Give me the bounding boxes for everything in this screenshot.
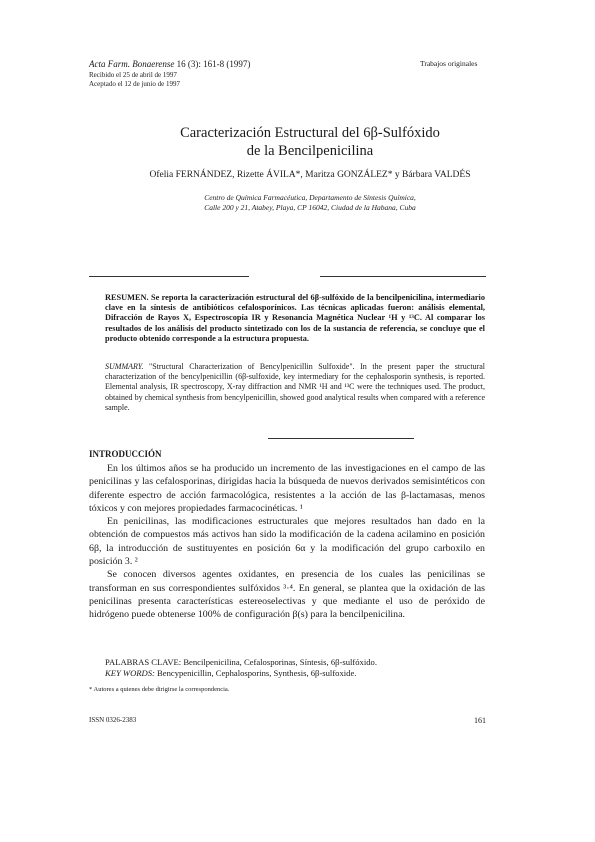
resumen-text: Se reporta la caracterización estructural del 6β-sulfóxido de la bencilpenicilina, intermediario clave en la síntesis de antibióticos cefalosporínicos. Las técnicas aplicadas fueron: análisis elemental, Difracción de Rayos X, Espectroscopía IR y Resonancia Magnética Nuclear ¹H y ¹³C. Al comparar los resultados de los análisis del producto sintetizado con los de la sustancia de referencia, se concluye que el producto obtenido corresponde a la estructura propuesta. <box>105 293 486 343</box>
title-line-1: Caracterización Estructural del 6β-Sulfóxido <box>180 125 440 141</box>
accepted-date: Aceptado el 12 de junio de 1997 <box>89 80 180 88</box>
resumen-label: RESUMEN. <box>105 293 149 302</box>
introduction-heading: INTRODUCCIÓN <box>89 449 162 459</box>
footnote: * Autores a quienes debe dirigirse la correspondencia. <box>89 686 230 693</box>
keywords-en-text: Bencypenicillin, Cephalosporins, Synthesis, 6β-sulfoxide. <box>157 668 357 678</box>
intro-paragraph-1: En los últimos años se ha producido un incremento de las investigaciones en el campo de las penicilinas y las cefalosporinas, dirigidas hacia la búsqueda de nuevos derivados semisintéticos con diferente espectro de acción farmacológica, resistentes a la acción de las β-lactamasas, menos tóxicos y con mejores propiedades farmacocinéticas. ¹ <box>89 463 485 514</box>
journal-name: Acta Farm. Bonaerense <box>89 59 175 69</box>
intro-paragraph-2: En penicilinas, las modificaciones estructurales que mejores resultados han dado en la obtención de compuestos más activos han sido la modificación de la cadena acilamino en posición 6β, la introducción de sustituyentes en posición 6α y la modificación del grupo carboxilo en posición 3. ² <box>89 516 485 568</box>
affiliation-line-1: Centro de Química Farmacéutica, Departamento de Síntesis Química, <box>204 193 416 202</box>
keywords-en <box>105 668 485 679</box>
summary-label: SUMMARY. <box>105 362 144 371</box>
page-number: 161 <box>474 716 486 725</box>
article-title <box>100 124 520 160</box>
keywords-es-label: PALABRAS CLAVE: <box>105 657 182 667</box>
summary-text: "Structural Characterization of Bencylpenicillin Sulfoxide". In the present paper the structural characterization of the bencylpenicillin (6β-sulfoxide, key intermediary for the cephalosporin synthesis, is reported. Elemental analysis, IR spectroscopy, X-ray diffraction and NMR ¹H and ¹³C were the techniques used. The product, obtained by chemical synthesis from bencylpenicillin, showed good analytical results when compared with a reference sample. <box>105 362 485 412</box>
issn: ISSN 0326-2383 <box>89 716 137 724</box>
keywords-es-text: Bencilpenicilina, Cefalosporinas, Síntesis, 6β-sulfóxido. <box>183 657 377 667</box>
keywords <box>105 657 485 679</box>
title-line-2: de la Bencilpenicilina <box>246 143 374 159</box>
keywords-en-label: KEY WORDS: <box>105 668 155 678</box>
received-date: Recibido el 25 de abril de 1997 <box>89 71 177 79</box>
divider-left <box>89 276 249 277</box>
journal-citation <box>89 59 250 69</box>
affiliation <box>150 193 470 213</box>
authors: Ofelia FERNÁNDEZ, Rizette ÁVILA*, Maritza GONZÁLEZ* y Bárbara VALDÉS <box>149 170 471 180</box>
divider-abstract-end <box>268 438 414 439</box>
divider-right <box>320 276 486 277</box>
affiliation-line-2: Calle 200 y 21, Atabey, Playa, CP 16042, Ciudad de la Habana, Cuba <box>204 203 416 212</box>
intro-paragraph-3: Se conocen diversos agentes oxidantes, en presencia de los cuales las penicilinas se transforman en sus correspondientes sulfóxidos ³·⁴. En general, se plantea que la oxidación de las penicilinas presenta características estereoselectivas y que mediante el uso de peróxido de hidrógeno puede obtenerse 100% de configuración β(s) para la bencilpenicilina. <box>89 569 485 621</box>
article-dates <box>89 71 180 89</box>
summary <box>105 362 485 413</box>
introduction-body <box>89 462 485 622</box>
resumen <box>105 293 485 344</box>
section-type: Trabajos originales <box>420 59 478 68</box>
journal-volume: 16 (3): 161-8 (1997) <box>176 59 251 69</box>
keywords-es <box>105 657 485 668</box>
